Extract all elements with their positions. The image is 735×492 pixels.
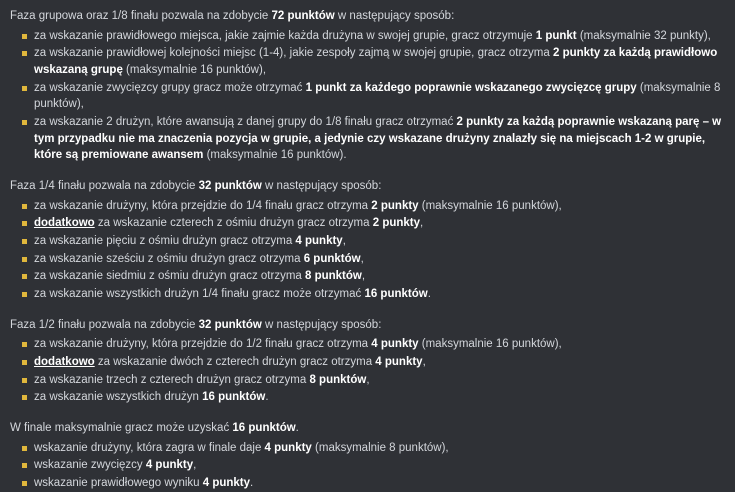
list-item bbox=[10, 457, 725, 474]
emphasis-text: 2 punkty bbox=[371, 199, 419, 212]
rules-section-final bbox=[10, 420, 725, 492]
list-item bbox=[10, 114, 725, 164]
text-run: za wskazanie dwóch z czterech drużyn gracz otrzyma bbox=[94, 356, 376, 369]
emphasis-text: 2 punkty bbox=[372, 217, 421, 230]
list-item bbox=[10, 440, 725, 457]
text-run: (maksymalnie 8 punktów), bbox=[34, 81, 721, 111]
text-run: (maksymalnie 16 punktów), bbox=[122, 64, 267, 77]
emphasis-text: 4 punkty bbox=[295, 235, 343, 248]
text-run: w następujący sposób: bbox=[261, 180, 382, 193]
text-run: . bbox=[265, 391, 269, 404]
list-item bbox=[10, 268, 725, 285]
text-run: Faza 1/4 finału pozwala na zdobycie bbox=[10, 180, 199, 193]
emphasis-text: 4 punkty bbox=[202, 477, 251, 490]
text-run: , bbox=[361, 270, 366, 283]
list-item bbox=[10, 80, 725, 113]
rules-section-quarter-finals bbox=[10, 178, 725, 303]
list-item bbox=[10, 198, 725, 215]
list-item bbox=[10, 233, 725, 250]
section-list bbox=[10, 440, 725, 492]
emphasis-text: 32 punktów bbox=[198, 318, 262, 331]
text-run: za wskazanie drużyny, która przejdzie do 1/4 finału gracz otrzyma bbox=[34, 199, 372, 212]
section-list bbox=[10, 336, 725, 406]
text-run: za wskazanie siedmiu z ośmiu drużyn gracz otrzyma bbox=[34, 270, 305, 283]
text-run: za wskazanie drużyny, która przejdzie do 1/2 finału gracz otrzyma bbox=[34, 338, 372, 351]
text-run: , bbox=[193, 459, 197, 472]
emphasis-text: 32 punktów bbox=[198, 180, 262, 193]
text-run: wskazanie drużyny, która zagra w finale daje bbox=[34, 441, 265, 454]
text-run: za wskazanie prawidłowego miejsca, jakie zajmie każda drużyna w swojej grupie, gracz otrzymuje bbox=[34, 29, 536, 42]
rules-section-group-and-round-of-16 bbox=[10, 8, 725, 164]
emphasis-text: 2 punkty za każdą prawidłowo wskazaną grupę bbox=[34, 47, 718, 77]
emphasis-text: 4 punkty bbox=[371, 338, 419, 351]
rules-sections bbox=[10, 8, 725, 492]
text-run: . bbox=[250, 477, 254, 490]
text-run: wskazanie zwycięzcy bbox=[34, 459, 146, 472]
list-item bbox=[10, 372, 725, 389]
text-run: za wskazanie wszystkich drużyn bbox=[34, 391, 203, 404]
emphasis-text: 8 punktów bbox=[305, 270, 362, 283]
text-run: za wskazanie czterech z ośmiu drużyn gracz otrzyma bbox=[94, 217, 373, 230]
emphasis-underlined-text: dodatkowo bbox=[34, 356, 95, 369]
list-item bbox=[10, 475, 725, 492]
text-run: za wskazanie 2 drużyn, które awansują z danej grupy do 1/8 finału gracz otrzymać bbox=[34, 116, 457, 129]
list-item bbox=[10, 389, 725, 406]
text-run: Faza 1/2 finału pozwala na zdobycie bbox=[10, 318, 199, 331]
text-run: za wskazanie wszystkich drużyn 1/4 finału gracz może otrzymać bbox=[34, 288, 365, 301]
emphasis-text: 16 punktów bbox=[232, 422, 296, 435]
emphasis-text: 2 punkty za każdą poprawnie wskazaną parę – w tym przypadku nie ma znaczenia pozycja w grupie, a jedynie czy wskazane drużyny znalazły się na miejscach 1-2 w grupie, które są premiowane awansem bbox=[34, 116, 722, 162]
section-intro bbox=[10, 8, 725, 25]
text-run: , bbox=[422, 356, 426, 369]
text-run: Faza grupowa oraz 1/8 finału pozwala na zdobycie bbox=[10, 10, 272, 22]
emphasis-underlined-text: dodatkowo bbox=[34, 217, 95, 230]
text-run: , bbox=[366, 373, 370, 386]
section-intro bbox=[10, 317, 725, 334]
text-run: wskazanie prawidłowego wyniku bbox=[34, 477, 203, 490]
emphasis-text: 6 punktów bbox=[303, 252, 361, 265]
list-item bbox=[10, 45, 725, 78]
emphasis-text: 4 punkty bbox=[264, 441, 312, 454]
text-run: za wskazanie prawidłowej kolejności miejsc (1-4), jakie zespoły zajmą w swojej grupie, gracz otrzyma bbox=[34, 47, 553, 60]
section-intro bbox=[10, 178, 725, 195]
emphasis-text: 1 punkt bbox=[535, 29, 577, 42]
rules-section-semi-finals bbox=[10, 317, 725, 406]
emphasis-text: 72 punktów bbox=[271, 10, 335, 22]
list-item bbox=[10, 215, 725, 232]
text-run: w następujący sposób: bbox=[334, 10, 455, 22]
text-run: (maksymalnie 8 punktów), bbox=[311, 441, 449, 454]
text-run: za wskazanie zwycięzcy grupy gracz może otrzymać bbox=[34, 81, 306, 94]
text-run: za wskazanie pięciu z ośmiu drużyn gracz otrzyma bbox=[34, 235, 296, 248]
list-item bbox=[10, 28, 725, 45]
section-list bbox=[10, 28, 725, 164]
section-list bbox=[10, 198, 725, 303]
emphasis-text: 1 punkt za każdego poprawnie wskazanego zwycięzcę grupy bbox=[305, 81, 637, 94]
text-run: (maksymalnie 16 punktów), bbox=[418, 338, 562, 351]
text-run: (maksymalnie 16 punktów), bbox=[418, 199, 562, 212]
text-run: w następujący sposób: bbox=[261, 318, 382, 331]
emphasis-text: 4 punkty bbox=[145, 459, 194, 472]
text-run: , bbox=[420, 217, 424, 230]
text-run: za wskazanie trzech z czterech drużyn gracz otrzyma bbox=[34, 373, 310, 386]
emphasis-text: 16 punktów bbox=[364, 288, 428, 301]
emphasis-text: 16 punktów bbox=[202, 391, 266, 404]
list-item bbox=[10, 354, 725, 371]
list-item bbox=[10, 251, 725, 268]
text-run: (maksymalnie 32 punkty), bbox=[576, 29, 711, 42]
text-run: , bbox=[360, 252, 364, 265]
section-intro bbox=[10, 420, 725, 437]
emphasis-text: 4 punkty bbox=[375, 356, 423, 369]
text-run: . bbox=[295, 422, 299, 435]
list-item bbox=[10, 286, 725, 303]
text-run: W finale maksymalnie gracz może uzyskać bbox=[10, 422, 233, 435]
list-item bbox=[10, 336, 725, 353]
text-run: , bbox=[342, 235, 346, 248]
text-run: za wskazanie sześciu z ośmiu drużyn gracz otrzyma bbox=[34, 252, 304, 265]
text-run: (maksymalnie 16 punktów). bbox=[203, 149, 347, 162]
emphasis-text: 8 punktów bbox=[309, 373, 367, 386]
text-run: . bbox=[427, 288, 431, 301]
